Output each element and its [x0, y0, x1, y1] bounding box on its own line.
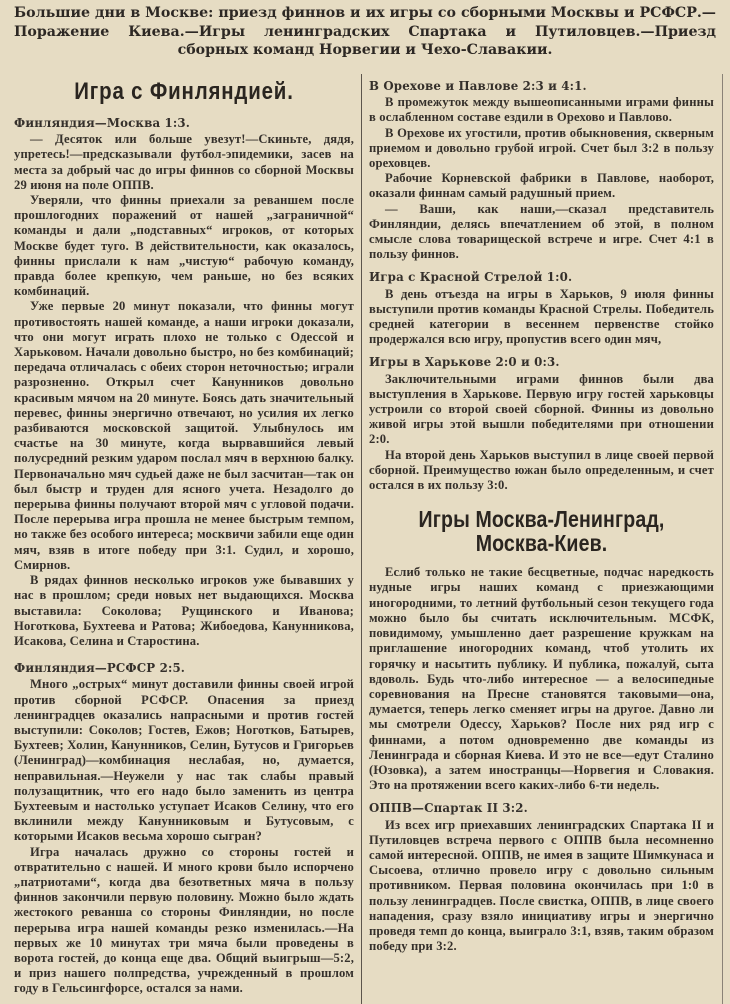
- column-edge-rule: [722, 74, 723, 1004]
- section-heading: Финляндия—Москва 1:3.: [14, 116, 190, 130]
- section-heading: В Орехове и Павлове 2:3 и 4:1.: [369, 79, 587, 93]
- title-line: Игры Москва-Ленинград,: [418, 506, 665, 533]
- section-heading: ОППВ—Спартак II 3:2.: [369, 801, 528, 816]
- page-headline: Большие дни в Москве: приезд финнов и их игры со сборными Москвы и РСФСР.—Поражение Киева.—Игры ленинградских Спартака и Путиловцев.—Приезд сборных команд Норвегии и Чехо-Славакии.: [14, 5, 716, 58]
- title-line: Москва-Киев.: [475, 530, 608, 557]
- paragraph: Рабочие Корневской фабрики в Павлове, наоборот, оказали финнам самый радушный прием.: [369, 171, 714, 201]
- paragraph: — Ваши, как наши,—сказал представитель Финляндии, делясь впечатлением об этой, в полном смысле слова товарищеской встрече и игре. Счет 4:1 в пользу финнов.: [369, 201, 714, 262]
- paragraph: На второй день Харьков выступил в лице своей первой сборной. Преимущество южан было определенным, и счет остался в их пользу 3:0.: [369, 447, 714, 493]
- paragraph: Из всех игр приехавших ленинградских Спартака II и Путиловцев встреча первого с ОППВ была несомненно самой интересной. ОППВ, не имея в защите Шимкунаса и Сысоева, отлично провело игру с довольно сильным противником. Первая половина окончилась при 1:0 в пользу ленинградцев. После свистка, ОППВ, в лице своего нападения, сразу взяло инициативу игры и энергично проведя темп до конца, выиграло 3:1, взяв, таким образом победу при 3:2.: [369, 817, 714, 954]
- paragraph: Уже первые 20 минут показали, что финны могут противостоять нашей команде, а наши игроки доказали, что они могут играть плохо не только с Одессой и Харьковом. Начали довольно быстро, но без комбинаций; передача отличалась с обеих сторон неточностью; играли разрозненно. Открыл счет Канунников довольно красивым мячом на 20 минуте. Боясь дать значительный перевес, финны энергично отвечают, но усилия их легко разбиваются московской защитой. Улыбнулось им счастье на 30 минуте, когда вырвавшийся левый полусредний резким ударом послал мяч в верхнюю балку. Первоначально мяч судьей даже не был засчитан—так он был быстр и труден для ясного учета. Незадолго до перерыва финны получают второй мяч с угловой подачи. После перерыва игра прошла не менее быстрым темпом, но также без особого интереса; москвичи забили еще один мяч, взяв в итоге победу при 3:1. Судил, и хорошо, Смирнов.: [14, 299, 354, 572]
- paragraph: — Десяток или больше увезут!—Скиньте, дядя, упретесь!—предсказывали футбол-эпидемики, засев на места за добрый час до игры финнов со сборной Москвы 29 июня на поле ОППВ.: [14, 132, 354, 192]
- paragraph: Заключительными играми финнов были два выступления в Харькове. Первую игру гостей харьковцы устроили со второй своей сборной. Финны из довольно живой игры этой вышли победителями при отношении 2:0.: [369, 371, 714, 447]
- paragraph: Уверяли, что финны приехали за реваншем после прошлогодних поражений от нашей „заграничной“ команды и дали „подставных“ игроков, от которых Москве будет туго. В действительности, как оказалось, финны прислали к нам „чистую“ рабочую команду, правда более крепкую, чем раньше, но без всяких комбинаций.: [14, 193, 354, 299]
- article-title: [395, 507, 688, 555]
- paragraph: Много „острых“ минут доставили финны своей игрой против сборной РСФСР. Опасения за приезд ленинградцев оказались напрасными и против гостей выступили: Соколов; Гостев, Ежов; Ноготков, Батырев, Бухтеев; Холин, Канунников, Селин, Бутусов и Григорьев (Ленинград)—комбинация неслабая, но, думается, неправильная.—Неужели у нас так слабы правый полузащитник, что его надо было заменить из центра Бухтеевым и настолько уступает Исаков Селину, что его вклинили между Канунниковым и Бутусовым, с которыми Исаков весьма хорошо сыгран?: [14, 677, 354, 844]
- paragraph: В Орехове их угостили, против обыкновения, скверным приемом и довольно грубой игрой. Счет был 3:2 в пользу ореховцев.: [369, 125, 714, 171]
- section-heading: Финляндия—РСФСР 2:5.: [14, 661, 186, 676]
- left-column: [14, 76, 354, 997]
- article-title: Игра с Финляндией.: [74, 78, 294, 105]
- section-heading: Игры в Харькове 2:0 и 0:3.: [369, 355, 560, 370]
- paragraph: В день отъезда на игры в Харьков, 9 июля финны выступили против команды Красной Стрелы. Победитель средней категории в весеннем первенстве стойко продержался всю игру, пропустив всего один мяч,: [369, 286, 714, 347]
- paragraph: В рядах финнов несколько игроков уже бывавших у нас в прошлом; среди новых нет выдающихся. Москва выставила: Соколова; Рущинского и Иванова; Ноготкова, Бухтеева и Ратова; Жибоедова, Канунникова, Исакова, Селина и Старостина.: [14, 573, 354, 648]
- paragraph: Еслиб только не такие бесцветные, подчас наредкость нудные игры наших команд с приезжающими иногородними, то летний футбольный сезон текущего года можно было бы считать исключительным. МСФК, повидимому, умышленно дает разрешение кружкам на приглашение иногородних команд, чтоб утолить их горячку и насытить публику. И публика, пожалуй, сыта вдоволь. Будь что-либо интересное — а велосипедные соревнования на Пресне становятся таковыми—она, думается, теперь легко сменяет игры на другое. Давно ли мы смотрели Одессу, Харьков? После них ряд игр с финнами, а потом одновременно две команды из Ленинграда и сборная Киева. И это не все—едут Сталино (Юзовка), а затем иностранцы—Норвегия и Словакия. Это на протяжении всего каких-либо 6-ти недель.: [369, 565, 714, 793]
- paragraph: Игра началась дружно со стороны гостей и отвратительно с нашей. И много крови было испорчено „патриотами“, когда два безответных мяча в пользу финнов закончили первую половину. Можно было ждать жестокого реванша со стороны Финляндии, но после перерыва игра нашей команды резко изменилась.—На первых же 10 минутах три мяча были проведены в ворота гостей, до конца еще два. Общий выигрыш—5:2, и приз нашего полпредства, учрежденный в прошлом году в Гельсингфорсе, остался за нами.: [14, 844, 354, 996]
- section-heading: Игра с Красной Стрелой 1:0.: [369, 270, 573, 285]
- column-divider: [361, 74, 362, 1004]
- right-column: [369, 74, 714, 954]
- paragraph: В промежуток между вышеописанными играми финны в ослабленном составе ездили в Орехово и Павлово.: [369, 95, 714, 125]
